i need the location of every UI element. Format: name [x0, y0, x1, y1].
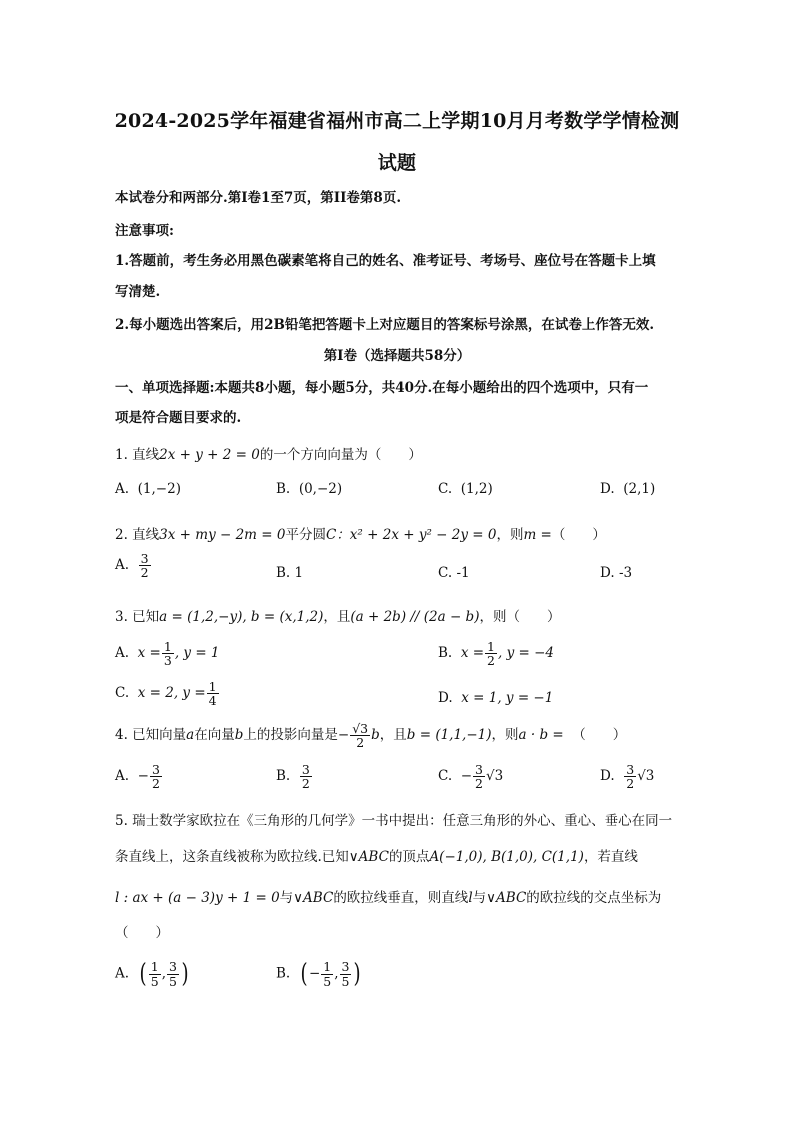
question-5-option-a: A. ( $\frac{1}{5}$ , $\frac{3}{5}$ ) — [115, 959, 189, 989]
intro-parts: 本试卷分和两部分.第I卷1至7页，第II卷第8页. — [115, 190, 402, 206]
question-1-option-a: A. (1,−2) — [115, 481, 181, 497]
question-1-stem: 1. 直线2x + y + 2 = 0的一个方向向量为（ ） — [115, 447, 422, 463]
question-5-option-b: B. ( − $\frac{1}{5}$ , $\frac{3}{5}$ ) — [276, 959, 362, 989]
question-4-option-c: C. − $\frac{3}{2}$ √3 — [438, 762, 504, 792]
question-3-option-d: D. x = 1, y = −1 — [438, 690, 554, 706]
section-instructions-b: 项是符合题目要求的. — [115, 410, 242, 426]
question-3-stem: 3. 已知a = (1,2,−y), b = (x,1,2)，且(a + 2b) // (2a − b)，则（ ） — [115, 609, 561, 625]
fraction: $\frac{3}{2}$ — [151, 762, 160, 792]
question-4-option-a: A. − $\frac{3}{2}$ — [115, 762, 160, 792]
question-2-option-d: D. -3 — [600, 565, 633, 581]
question-1-option-c: C. (1,2) — [438, 481, 493, 497]
exam-title-line2: 试题 — [377, 152, 417, 174]
question-5-line-3: l : ax + (a − 3)y + 1 = 0与∨ABC的欧拉线垂直，则直线l与∨ABC的欧拉线的交点坐标为 — [115, 890, 662, 906]
fraction: $\frac{√3}{2}$ — [352, 721, 369, 751]
section-heading: 第I卷（选择题共58分） — [323, 348, 471, 364]
question-5-line-4: （ ） — [115, 925, 169, 941]
fraction: $\frac{3}{5}$ — [169, 959, 177, 989]
question-5-line-2: 条直线上，这条直线被称为欧拉线.已知∨ABC的顶点A(−1,0), B(1,0), C(1,1)，若直线 — [115, 849, 638, 865]
question-3-option-b: B. x = $\frac{1}{2}$ , y = −4 — [438, 639, 554, 669]
notice-1-line-b: 写清楚. — [115, 284, 161, 300]
question-2-option-c: C. -1 — [438, 565, 470, 581]
notice-1-line-a: 1.答题前，考生务必用黑色碳素笔将自己的姓名、准考证号、考场号、座位号在答题卡上填 — [115, 253, 656, 269]
fraction: $\frac{3}{2}$ — [140, 551, 149, 581]
exam-title-line1: 2024-2025学年福建省福州市高二上学期10月月考数学学情检测 — [114, 110, 680, 132]
fraction: $\frac{1}{3}$ — [163, 639, 172, 669]
fraction: $\frac{3}{2}$ — [301, 762, 310, 792]
notice-heading: 注意事项: — [115, 223, 174, 239]
fraction: $\frac{1}{5}$ — [150, 959, 159, 989]
question-1-option-d: D. (2,1) — [600, 481, 656, 497]
question-2-stem: 2. 直线3x + my − 2m = 0平分圆C：x² + 2x + y² − 2y = 0，则m =（ ） — [115, 527, 606, 543]
question-4-stem: 4. 已知向量a在向量b上的投影向量是− $\frac{√3}{2}$ b，且b = (1,1,−1)，则a · b = （ ） — [115, 721, 627, 751]
fraction: $\frac{1}{5}$ — [323, 959, 332, 989]
question-2-option-a: A. $\frac{3}{2}$ — [115, 551, 149, 581]
question-4-option-d: D. $\frac{3}{2}$ √3 — [600, 762, 655, 792]
question-3-option-a: A. x = $\frac{1}{3}$ , y = 1 — [115, 639, 220, 669]
fraction: $\frac{1}{2}$ — [487, 639, 495, 669]
notice-2: 2.每小题选出答案后，用2B铅笔把答题卡上对应题目的答案标号涂黑，在试卷上作答无效. — [115, 317, 655, 333]
question-4-option-b: B. $\frac{3}{2}$ — [276, 762, 310, 792]
fraction: $\frac{3}{5}$ — [341, 959, 350, 989]
question-3-option-c: C. x = 2, y = $\frac{1}{4}$ — [115, 679, 217, 709]
question-1-option-b: B. (0,−2) — [276, 481, 343, 497]
fraction: $\frac{3}{2}$ — [626, 762, 635, 792]
question-5-line-1: 5. 瑞士数学家欧拉在《三角形的几何学》一书中提出：任意三角形的外心、重心、垂心在同一 — [115, 813, 673, 829]
fraction: $\frac{3}{2}$ — [475, 762, 483, 792]
question-2-option-b: B. 1 — [276, 565, 304, 581]
fraction: $\frac{1}{4}$ — [208, 679, 217, 709]
section-instructions-a: 一、单项选择题:本题共8小题，每小题5分，共40分.在每小题给出的四个选项中，只有一 — [115, 380, 649, 396]
